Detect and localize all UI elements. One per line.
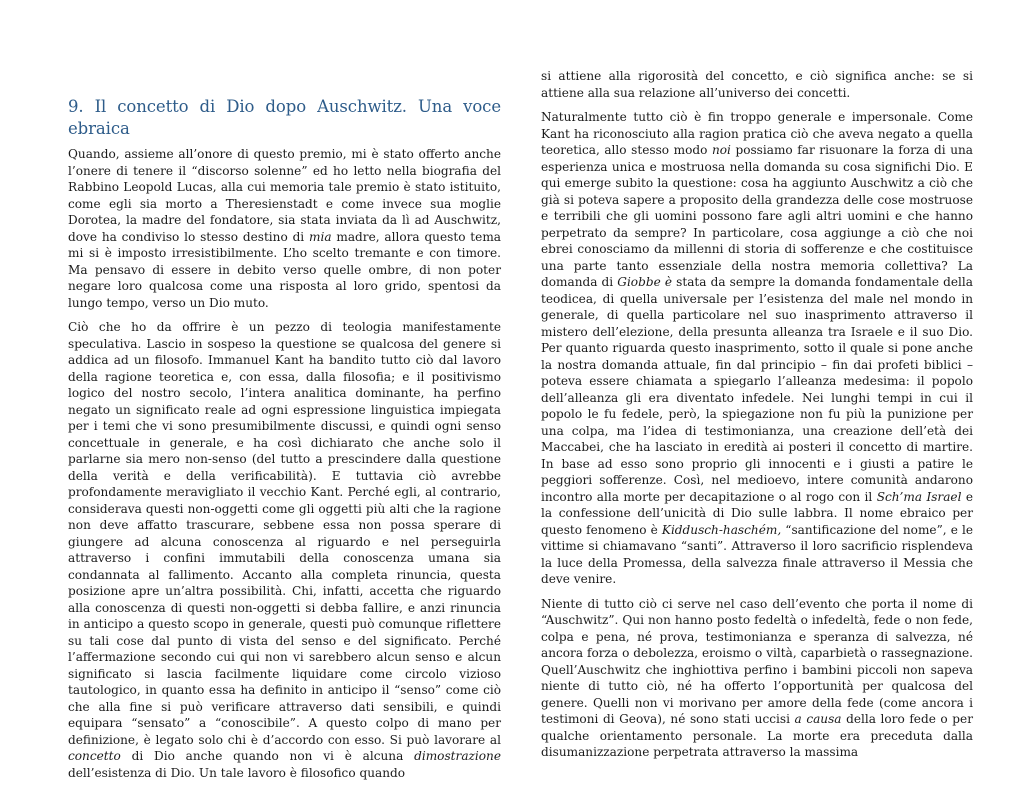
right-column: [541, 68, 973, 769]
text-run: possiamo far risuonare la forza di una esperienza unica e mostruosa nella domanda su cosa significhi Dio. E qui emerge subito la questione: cosa ha aggiunto Auschwitz a ciò che già si poteva sapere a proposito della grandezza delle cose mostruose e terribili che gli uomini possono fare agli altri uomini e che hanno perpetrato da sempre? In particolare, cosa aggiunge a ciò che noi ebrei conosciamo da millenni di storia di sofferenze e che costituisce una parte tanto essenziale della nostra memoria collettiva? La domanda di: [541, 143, 973, 289]
paragraph: [68, 146, 501, 311]
text-run: Naturalmente tutto ciò è fin troppo generale e impersonale. Come Kant ha riconosciuto alla ragion pratica ciò che aveva negato a quella teoretica, allo stesso modo: [541, 110, 973, 157]
italic-text: Kiddusch-haschém,: [661, 522, 782, 537]
paragraph: [68, 319, 501, 781]
paragraph: [541, 596, 973, 761]
italic-text: a causa: [794, 712, 842, 726]
italic-text: noi: [711, 143, 731, 157]
text-run: di Dio anche quando non vi è alcuna: [120, 749, 415, 763]
italic-text: Sch’ma Israel: [876, 489, 962, 504]
section-heading: 9. Il concetto di Dio dopo Auschwitz. Una voce ebraica: [68, 97, 501, 138]
text-run: Niente di tutto ciò ci serve nel caso dell’evento che porta il nome di “Auschwitz”. Qui non hanno posto fedeltà o infedeltà, fede o non fede, colpa e pena, né prova, testimonianza e speranza di salvezza, né ancora forza o debolezza, eroismo o viltà, caparbietà o rassegnazione. Quell’Auschwitz che inghiottiva perfino i bambini piccoli non sapeva niente di tutto ciò, né ha offerto l’opportunità per qualcosa del genere. Quelli non vi morivano per amore della fede (come ancora i testimoni di Geova), né sono stati uccisi: [541, 596, 973, 726]
left-column: [68, 96, 501, 789]
text-run: madre, allora questo tema mi si è imposto irresistibilmente. L’ho scelto tremante e con timore. Ma pensavo di essere in debito verso quelle ombre, di non poter negare loro qualcosa come una risposta al loro grido, spentosi da lungo tempo, verso un Dio muto.: [68, 229, 501, 310]
text-run: e la confessione dell’unicità di Dio sulle labbra. Il nome ebraico per questo fenomeno è: [541, 489, 973, 537]
italic-text: concetto: [68, 749, 121, 763]
text-run: Quando, assieme all’onore di questo premio, mi è stato offerto anche l’onere di tenere il “discorso solenne” ed ho letto nella biografia del Rabbino Leopold Lucas, alla cui memoria tale premio è stato istituito, come egli sia morto a Theresienstadt e come invece sua moglie Dorotea, la madre del fondatore, sia stata inviata da lì ad Auschwitz, dove ha condiviso lo stesso destino di: [68, 147, 501, 244]
text-run: “santificazione del nome”, e le vittime si chiamavano “santi”. Attraverso il loro sacrificio risplendeva la luce della Promessa, della salvezza finale attraverso il Messia che deve venire.: [541, 522, 974, 586]
text-run: stata da sempre la domanda fondamentale della teodicea, di quella universale per l’esistenza del male nel mondo in generale, di quella particolare nel suo inasprimento attraverso il mistero dell’elezione, della presunta alleanza tra Israele e il suo Dio. Per quanto riguarda questo inasprimento, sotto il quale si pone anche la nostra domanda attuale, fin dal principio – fin dai profeti biblici – poteva essere chiamata a spiegarlo l’alleanza medesima: il popolo dell’alleanza gli era diventato infedele. Nei lunghi tempi in cui il popolo le fu fedele, però, la spiegazione non fu più la punizione per una colpa, ma l’idea di testimonianza, una creazione dell’età dei Maccabei, che ha lasciato in eredità ai posteri il concetto di martire. In base ad esso sono proprio gli innocenti e i giusti a patire le peggiori sofferenze. Così, nel medioevo, intere comunità andarono incontro alla morte per decapitazione o al rogo con il: [541, 275, 973, 504]
text-run: della loro fede o per qualche orientamento personale. La morte era preceduta dalla disumanizzazione perpetrata attraverso la massima: [541, 712, 973, 759]
italic-text: Giobbe è: [617, 275, 673, 289]
italic-text: mia: [309, 229, 332, 244]
paragraph: [541, 109, 973, 588]
paragraph: si attiene alla rigorosità del concetto, e ciò significa anche: se si attiene alla sua relazione all’universo dei concetti.: [541, 69, 973, 100]
text-run: dell’esistenza di Dio. Un tale lavoro è filosofico quando: [68, 765, 406, 780]
text-run: Ciò che ho da offrire è un pezzo di teologia manifestamente speculativa. Lascio in sospeso la questione se qualcosa del genere si addica ad un filosofo. Immanuel Kant ha bandito tutto ciò dal lavoro della ragione teoretica e, con essa, dalla filosofia; e il positivismo logico del nostro secolo, l’intera analitica dominante, ha perfino negato un significato reale ad ogni espressione linguistica impiegata per i temi che vi sono presumibilmente discussi, e quindi ogni senso concettuale in generale, e ha così dichiarato che anche solo il parlarne sia mero non-senso (del tutto a prescindere dalla questione della verità e della verificabilità). E tuttavia ciò avrebbe profondamente meravigliato il vecchio Kant. Perché egli, al contrario, considerava questi non-oggetti come gli oggetti più alti che la ragione non deve affatto trascurare, sebbene essa non possa sperare di giungere ad alcuna conoscenza al riguardo e nel perseguirla attraverso i confini immutabili della conoscenza umana sia condannata al fallimento. Accanto alla completa rinuncia, questa posizione apre un’altra possibilità. Chi, infatti, accetta che riguardo alla conoscenza di questi non-oggetti si debba fallire, e anzi rinuncia in anticipo a questo scopo in generale, questi può comunque riflettere su tali cose dal punto di vista del senso e del significato. Perché l’affermazione secondo cui qui non vi sarebbero alcun senso e alcun significato si lascia facilmente liquidare come circolo vizioso tautologico, in quanto essa ha definito in anticipo il “senso” come ciò che alla fine si può verificare attraverso dati sensibili, e quindi equipara “sensato” a “conoscibile”. A questo colpo di mano per definizione, è legato solo chi è d’accordo con esso. Si può lavorare al: [68, 320, 501, 747]
italic-text: dimostrazione: [414, 749, 501, 763]
